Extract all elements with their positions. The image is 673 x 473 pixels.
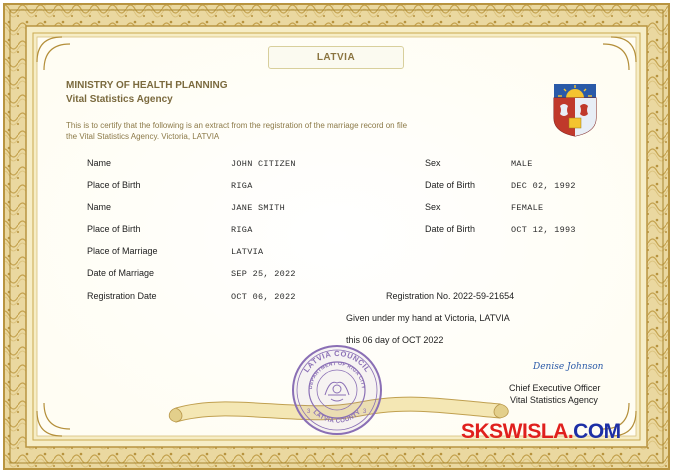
intro-text-line-1: This is to certify that the following is an extract from the registration of the marriage record on file	[66, 121, 408, 130]
given-under-hand: Given under my hand at Victoria, LATVIA	[346, 313, 510, 323]
value-date-of-marriage: SEP 25, 2022	[231, 269, 296, 279]
latvia-coat-of-arms-icon	[552, 82, 598, 138]
label-name-2: Name	[87, 202, 112, 212]
seal-bottom-text: LATVIA COUNTY	[311, 409, 363, 425]
signatory-title: Chief Executive Officer	[509, 383, 601, 393]
label-name-1: Name	[87, 158, 112, 168]
label-date-of-birth-2: Date of Birth	[425, 224, 476, 234]
value-date-of-birth-1: DEC 02, 1992	[511, 181, 576, 191]
signature: Denise Johnson	[533, 362, 604, 372]
value-name-1: JOHN CITIZEN	[231, 159, 296, 169]
value-sex-2: FEMALE	[511, 203, 544, 213]
label-date-of-birth-1: Date of Birth	[425, 180, 476, 190]
label-place-of-birth-1: Place of Birth	[87, 180, 141, 190]
intro-text-line-2: the Vital Statistics Agency. Victoria, LATVIA	[66, 132, 220, 141]
value-place-of-birth-2: RIGA	[231, 225, 253, 235]
ministry-title: MINISTRY OF HEALTH PLANNING	[66, 80, 228, 91]
value-place-of-birth-1: RIGA	[231, 181, 253, 191]
signatory-agency: Vital Statistics Agency	[510, 395, 598, 405]
watermark-logo: SKSWISLA.COM	[461, 420, 621, 443]
svg-text:3: 3	[363, 409, 367, 415]
value-name-2: JANE SMITH	[231, 203, 286, 213]
registration-number: Registration No. 2022-59-21654	[386, 291, 515, 301]
seal-ring-text: DEPARTMENT OF RIGA CITY	[307, 360, 367, 390]
svg-text:3: 3	[307, 409, 311, 415]
value-sex-1: MALE	[511, 159, 533, 169]
value-place-of-marriage: LATVIA	[231, 247, 264, 257]
value-date-of-birth-2: OCT 12, 1993	[511, 225, 576, 235]
seal-top-text: LATVIA COUNCIL	[301, 348, 373, 375]
label-place-of-birth-2: Place of Birth	[87, 224, 141, 234]
value-registration-date: OCT 06, 2022	[231, 292, 296, 302]
country-header: LATVIA	[268, 46, 404, 69]
issue-day-line: this 06 day of OCT 2022	[346, 335, 444, 345]
label-place-of-marriage: Place of Marriage	[87, 246, 158, 256]
council-seal-icon	[290, 343, 384, 437]
label-sex-1: Sex	[425, 158, 441, 168]
agency-title: Vital Statistics Agency	[66, 94, 173, 105]
label-date-of-marriage: Date of Marriage	[87, 268, 155, 278]
label-sex-2: Sex	[425, 202, 441, 212]
label-registration-date: Registration Date	[87, 291, 157, 301]
